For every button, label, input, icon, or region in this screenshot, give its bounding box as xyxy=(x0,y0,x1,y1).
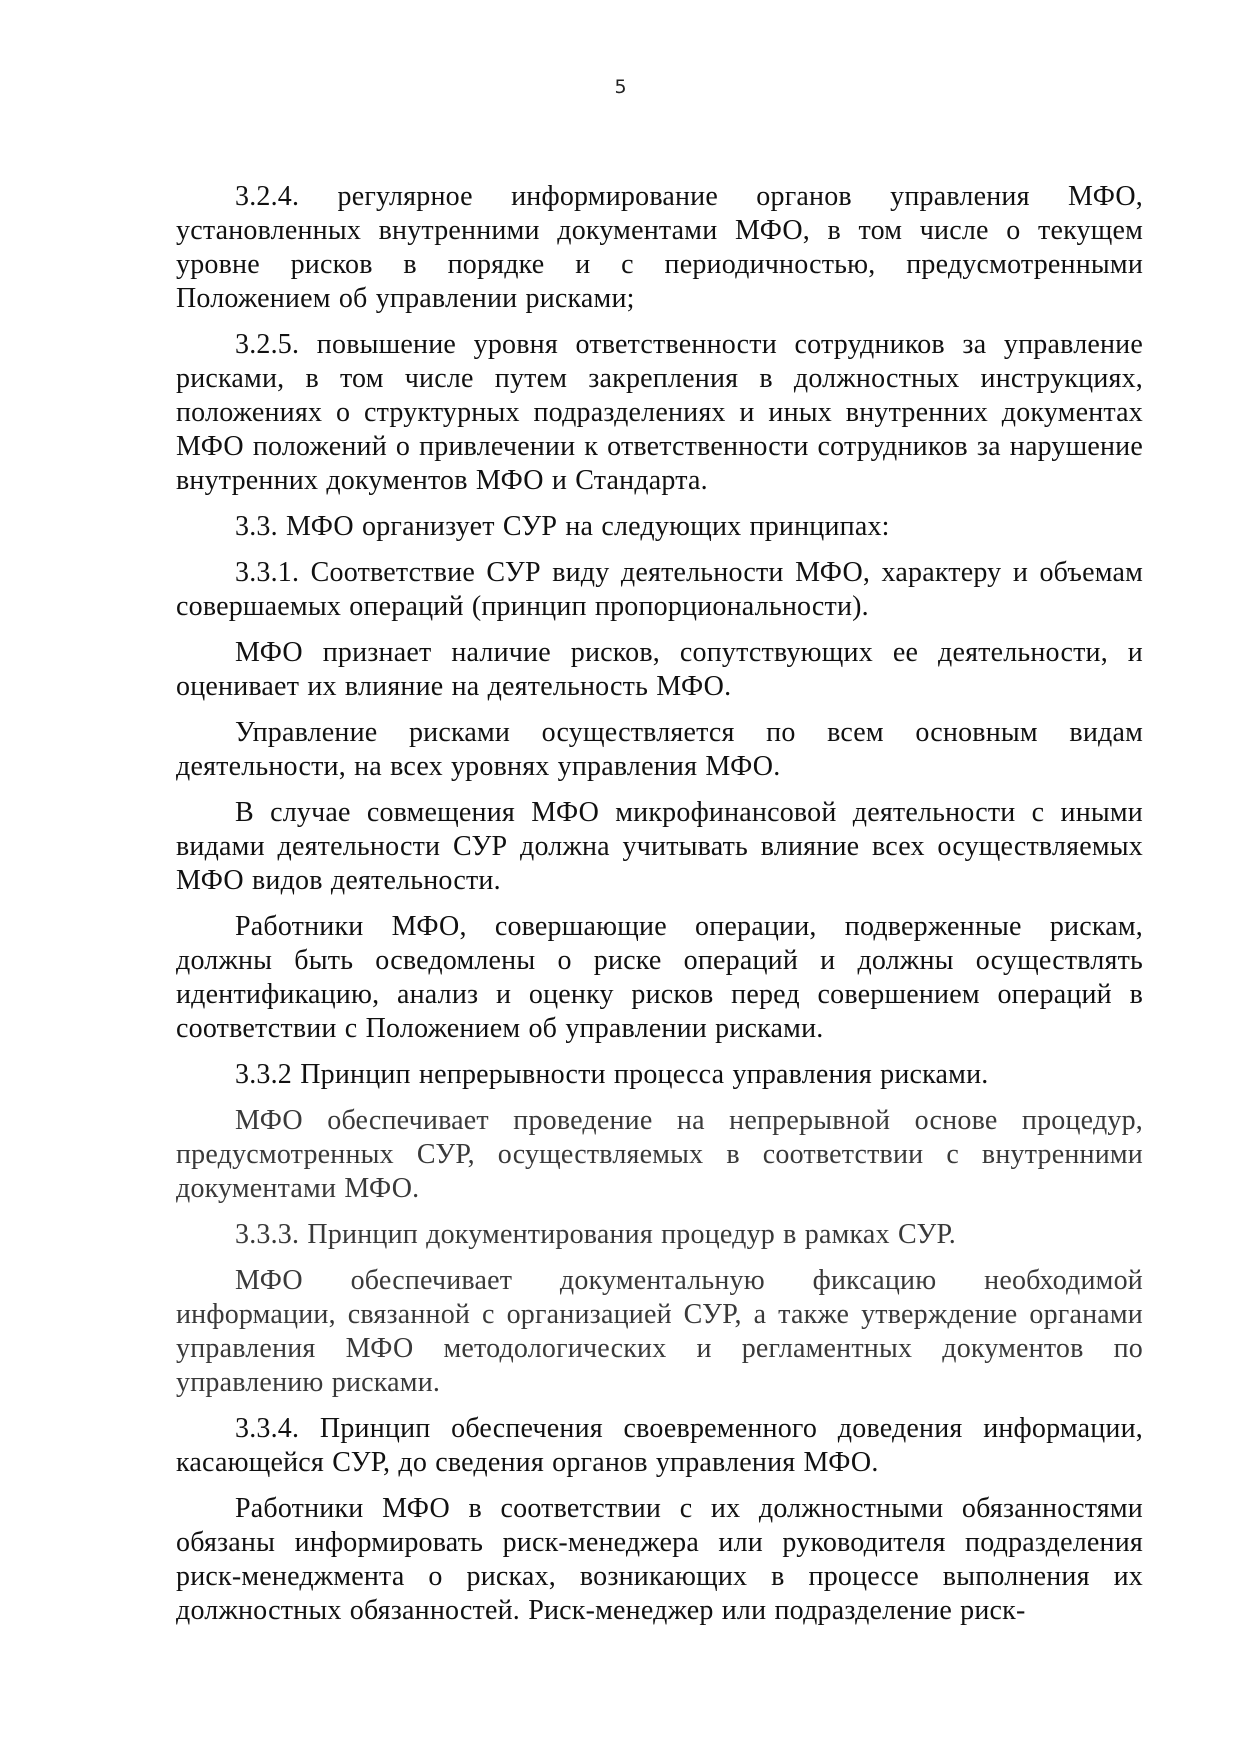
paragraph-3-3-1: 3.3.1. Соответствие СУР виду деятельности МФО, характеру и объемам совершаемых операций (принцип пропорциональности). xyxy=(176,557,1143,622)
paragraph-employees-awareness: Работники МФО, совершающие операции, подверженные рискам, должны быть осведомлены о риске операций и должны осуществлять идентификацию, анализ и оценку рисков перед совершением операций в соответствии с Положением об управлении рисками. xyxy=(176,911,1143,1044)
paragraph-3-3: 3.3. МФО организует СУР на следующих принципах: xyxy=(235,511,890,542)
page-number: 5 xyxy=(614,76,627,98)
document-body xyxy=(176,180,1143,1640)
paragraph-risk-recognition: МФО признает наличие рисков, сопутствующих ее деятельности, и оценивает их влияние на деятельность МФО. xyxy=(176,637,1143,702)
paragraph-continuity: МФО обеспечивает проведение на непрерывной основе процедур, предусмотренных СУР, осуществляемых в соответствии с внутренними документами МФО. xyxy=(176,1105,1143,1204)
paragraph-3-3-3: 3.3.3. Принцип документирования процедур в рамках СУР. xyxy=(235,1219,956,1250)
paragraph-3-2-5: 3.2.5. повышение уровня ответственности сотрудников за управление рисками, в том числе путем закрепления в должностных инструкциях, положениях о структурных подразделениях и иных внутренних документах МФО положений о привлечении к ответственности сотрудников за нарушение внутренних документов МФО и Стандарта. xyxy=(176,329,1143,496)
paragraph-employees-reporting: Работники МФО в соответствии с их должностными обязанностями обязаны информировать риск-менеджера или руководителя подразделения риск-менеджмента о рисках, возникающих в процессе выполнения их должностных обязанностей. Риск-менеджер или подразделение риск- xyxy=(176,1493,1143,1626)
paragraph-3-3-4: 3.3.4. Принцип обеспечения своевременного доведения информации, касающейся СУР, до сведения органов управления МФО. xyxy=(176,1413,1143,1478)
paragraph-combined-activities: В случае совмещения МФО микрофинансовой деятельности с иными видами деятельности СУР должна учитывать влияние всех осуществляемых МФО видов деятельности. xyxy=(176,797,1143,896)
paragraph-risk-management-scope: Управление рисками осуществляется по всем основным видам деятельности, на всех уровнях управления МФО. xyxy=(176,717,1143,782)
paragraph-3-3-2: 3.3.2 Принцип непрерывности процесса управления рисками. xyxy=(235,1059,989,1090)
paragraph-3-2-4: 3.2.4. регулярное информирование органов управления МФО, установленных внутренними документами МФО, в том числе о текущем уровне рисков в порядке и с периодичностью, предусмотренными Положением об управлении рисками; xyxy=(176,181,1143,314)
paragraph-documentation: МФО обеспечивает документальную фиксацию необходимой информации, связанной с организацией СУР, а также утверждение органами управления МФО методологических и регламентных документов по управлению рисками. xyxy=(176,1265,1143,1398)
